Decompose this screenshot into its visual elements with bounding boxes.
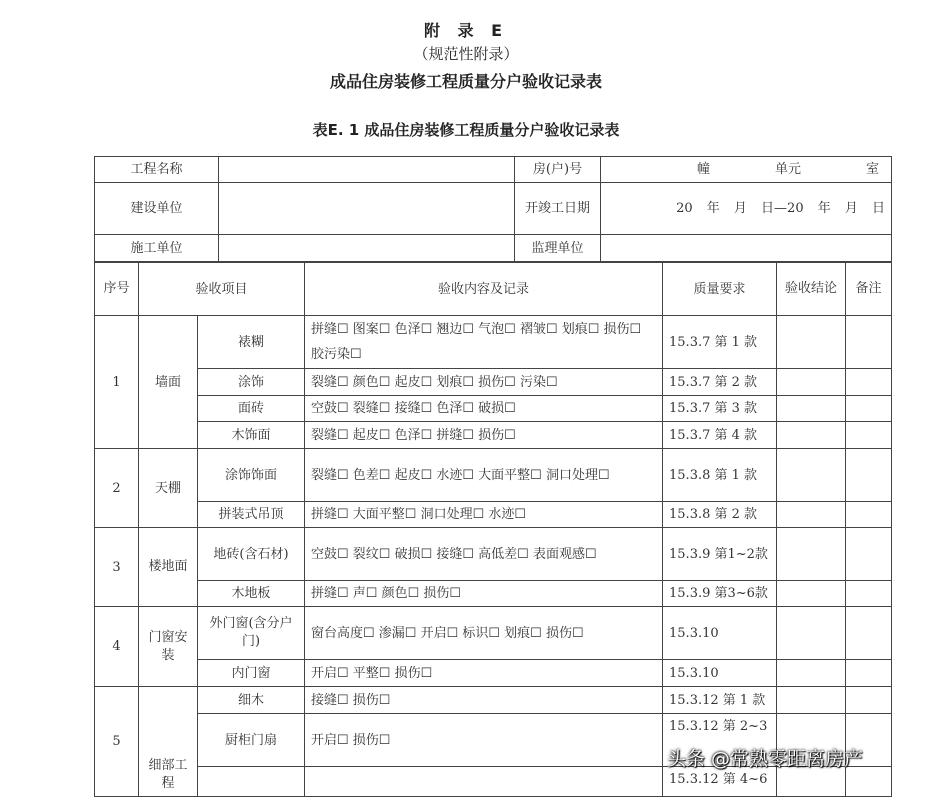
row-subitem: 地砖(含石材)	[198, 528, 305, 581]
row-requirement: 15.3.12 第 1 款	[663, 687, 777, 714]
row-content: 空鼓☐ 裂纹☐ 破损☐ 接缝☐ 高低差☐ 表面观感☐	[305, 528, 663, 581]
row-remark	[846, 502, 892, 528]
row-requirement: 15.3.7 第 3 款	[663, 396, 777, 422]
project-name-value	[219, 157, 515, 183]
row-remark	[846, 369, 892, 396]
row-subitem: 外门窗(含分户门)	[198, 607, 305, 660]
builder-label: 建设单位	[95, 183, 219, 235]
row-subitem: 木饰面	[198, 422, 305, 449]
table-row	[95, 422, 892, 449]
row-category: 楼地面	[139, 528, 198, 607]
row-category: 墙面	[139, 316, 198, 449]
row-requirement: 15.3.12 第 4~6	[663, 767, 777, 797]
row-remark	[846, 449, 892, 502]
row-remark	[846, 767, 892, 797]
table-row	[95, 396, 892, 422]
row-conclusion	[777, 767, 846, 797]
document-title: 成品住房装修工程质量分户验收记录表	[329, 72, 602, 91]
row-content: 开启☐ 平整☐ 损伤☐	[305, 660, 663, 687]
header-item: 验收项目	[139, 263, 305, 316]
header-requirement: 质量要求	[663, 263, 777, 316]
row-category: 细部工程	[139, 687, 198, 797]
row-requirement: 15.3.7 第 2 款	[663, 369, 777, 396]
row-remark	[846, 660, 892, 687]
row-conclusion	[777, 316, 846, 369]
row-remark	[846, 607, 892, 660]
row-requirement: 15.3.10	[663, 607, 777, 660]
row-remark	[846, 528, 892, 581]
row-content: 开启☐ 损伤☐	[305, 714, 663, 767]
row-conclusion	[777, 607, 846, 660]
row-requirement: 15.3.10	[663, 660, 777, 687]
row-category: 天棚	[139, 449, 198, 528]
row-requirement: 15.3.7 第 4 款	[663, 422, 777, 449]
room-number: 室	[865, 162, 879, 177]
acceptance-table	[94, 262, 892, 797]
table-row	[95, 581, 892, 607]
header-conclusion: 验收结论	[777, 263, 846, 316]
row-conclusion	[777, 449, 846, 502]
row-subitem: 拼装式吊顶	[198, 502, 305, 528]
supervisor-value	[601, 235, 892, 262]
row-requirement: 15.3.8 第 2 款	[663, 502, 777, 528]
table-caption: 表E. 1 成品住房装修工程质量分户验收记录表	[312, 121, 620, 139]
row-no: 4	[95, 607, 139, 687]
appendix-title: 附 录 E	[423, 21, 509, 40]
row-subitem: 裱糊	[198, 316, 305, 369]
row-conclusion	[777, 502, 846, 528]
row-content: 拼缝☐ 声☐ 颜色☐ 损伤☐	[305, 581, 663, 607]
row-subitem: 细木	[198, 687, 305, 714]
row-subitem: 面砖	[198, 396, 305, 422]
row-conclusion	[777, 422, 846, 449]
date-label: 开竣工日期	[515, 183, 601, 235]
row-subitem: 内门窗	[198, 660, 305, 687]
row-no: 1	[95, 316, 139, 449]
row-no: 3	[95, 528, 139, 607]
room-building: 幢	[697, 162, 711, 177]
row-content: 裂缝☐ 颜色☐ 起皮☐ 划痕☐ 损伤☐ 污染☐	[305, 369, 663, 396]
builder-value	[219, 183, 515, 235]
row-conclusion	[777, 581, 846, 607]
row-content: 拼缝☐ 图案☐ 色泽☐ 翘边☐ 气泡☐ 褶皱☐ 划痕☐ 损伤☐ 胶污染☐	[305, 316, 663, 369]
row-conclusion	[777, 528, 846, 581]
row-subitem: 涂饰饰面	[198, 449, 305, 502]
table-row	[95, 369, 892, 396]
table-row	[95, 660, 892, 687]
row-no: 5	[95, 687, 139, 797]
room-label: 房(户)号	[515, 157, 601, 183]
project-name-label: 工程名称	[95, 157, 219, 183]
row-requirement: 15.3.7 第 1 款	[663, 316, 777, 369]
row-requirement: 15.3.9 第3~6款	[663, 581, 777, 607]
row-subitem: 木地板	[198, 581, 305, 607]
row-conclusion	[777, 660, 846, 687]
table-row	[95, 767, 892, 797]
header-content: 验收内容及记录	[305, 263, 663, 316]
row-requirement: 15.3.8 第 1 款	[663, 449, 777, 502]
supervisor-label: 监理单位	[515, 235, 601, 262]
normative-note: （规范性附录）	[413, 45, 519, 63]
table-row	[95, 502, 892, 528]
row-content: 裂缝☐ 起皮☐ 色泽☐ 拼缝☐ 损伤☐	[305, 422, 663, 449]
row-subitem	[198, 767, 305, 797]
table-row	[95, 316, 892, 369]
table-row	[95, 449, 892, 502]
row-conclusion	[777, 687, 846, 714]
header-remark: 备注	[846, 263, 892, 316]
row-content	[305, 767, 663, 797]
date-value: 20 年 月 日—20 年 月 日	[601, 183, 892, 235]
table-row	[95, 687, 892, 714]
row-subitem: 涂饰	[198, 369, 305, 396]
row-content: 拼缝☐ 大面平整☐ 洞口处理☐ 水迹☐	[305, 502, 663, 528]
row-requirement: 15.3.12 第 2~3	[663, 714, 777, 767]
row-remark	[846, 687, 892, 714]
row-requirement: 15.3.9 第1~2款	[663, 528, 777, 581]
room-unit: 单元	[774, 162, 801, 177]
row-remark	[846, 396, 892, 422]
row-content: 窗台高度☐ 渗漏☐ 开启☐ 标识☐ 划痕☐ 损伤☐	[305, 607, 663, 660]
contractor-label: 施工单位	[95, 235, 219, 262]
room-value	[601, 157, 892, 183]
project-info-table	[94, 156, 892, 262]
row-remark	[846, 581, 892, 607]
row-content: 接缝☐ 损伤☐	[305, 687, 663, 714]
row-no: 2	[95, 449, 139, 528]
table-row	[95, 607, 892, 660]
contractor-value	[219, 235, 515, 262]
row-subitem: 厨柜门扇	[198, 714, 305, 767]
table-row	[95, 528, 892, 581]
row-remark	[846, 316, 892, 369]
row-conclusion	[777, 369, 846, 396]
row-conclusion	[777, 396, 846, 422]
row-content: 空鼓☐ 裂缝☐ 接缝☐ 色泽☐ 破损☐	[305, 396, 663, 422]
row-category: 门窗安装	[139, 607, 198, 687]
watermark: 头条 @常熟零距离房产	[667, 748, 864, 770]
header-no: 序号	[95, 263, 139, 316]
row-remark	[846, 422, 892, 449]
row-content: 裂缝☐ 色差☐ 起皮☐ 水迹☐ 大面平整☐ 洞口处理☐	[305, 449, 663, 502]
